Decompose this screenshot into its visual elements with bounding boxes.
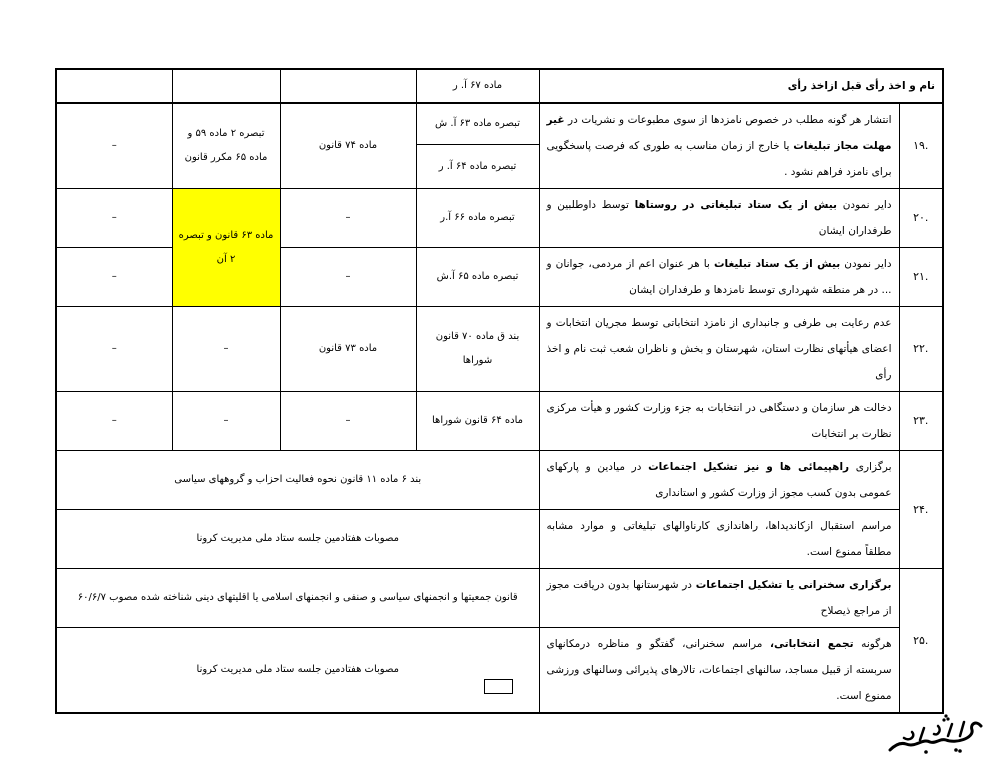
law-cell-c4: –	[56, 392, 172, 451]
desc-bold: بیش از یک ستاد تبلیغات	[713, 258, 841, 270]
desc-text: دایر نمودن	[837, 199, 892, 211]
row-description: عدم رعایت بی طرفی و جانبداری از نامزد انتخاباتی توسط مجریان انتخابات و اعضای هیأتهای نظارت استان، شهرستان و بخش و ناظران شعب ثبت نام و اخذ رأی	[539, 307, 899, 392]
row-number: .۱۹	[899, 103, 943, 189]
header-law-c3	[172, 69, 280, 103]
logo-calligraphy	[886, 714, 986, 758]
desc-text: برگزاری	[849, 461, 892, 473]
law-cell-c3: تبصره ۲ ماده ۵۹ و ماده ۶۵ مکرر قانون	[172, 103, 280, 189]
row-description	[539, 451, 899, 510]
law-cell-c2: –	[280, 392, 416, 451]
row-description	[539, 248, 899, 307]
law-cell-c4: –	[56, 103, 172, 189]
desc-text: توسط داوطلبین و طرفداران ایشان	[546, 199, 892, 237]
desc-text: انتشار هر گونه مطلب در خصوص نامزدها از سوی مطبوعات و نشریات در	[564, 114, 892, 126]
law-cell-c3: –	[172, 307, 280, 392]
row-number: .۲۰	[899, 189, 943, 248]
row-description: مراسم استقبال ازکاندیداها، راهاندازی کارناوالهای تبلیغاتی و موارد مشابه مطلقاً ممنوع است.	[539, 510, 899, 569]
row-number: .۲۲	[899, 307, 943, 392]
header-law-c4	[56, 69, 172, 103]
desc-text: با هر عنوان اعم از مردمی، جوانان و ... در هر منطقه شهرداری توسط نامزدها و طرفداران ایشان	[546, 258, 892, 296]
row-description: دخالت هر سازمان و دستگاهی در انتخابات به جزء وزارت کشور و هیأت مرکزی نظارت بر انتخابات	[539, 392, 899, 451]
law-cell-c2: –	[280, 248, 416, 307]
law-cell-c2: ماده ۷۴ قانون	[280, 103, 416, 189]
desc-bold: غیر مهلت مجاز تبلیغات	[546, 114, 892, 152]
law-cell-c4: –	[56, 248, 172, 307]
law-cell-c1: تبصره ماده ۶۶ آ.ر	[416, 189, 539, 248]
law-cell-c4: –	[56, 307, 172, 392]
desc-bold: راهپیمائی ها و نیز تشکیل اجتماعات	[648, 461, 850, 473]
governorate-calligraphy-logo-icon	[886, 714, 986, 758]
table-row-24a	[56, 451, 943, 510]
desc-text: هرگونه	[853, 638, 892, 650]
law-cell-c1: بند ق ماده ۷۰ قانون شوراها	[416, 307, 539, 392]
law-merged-cell: مصوبات هفتادمین جلسه ستاد ملی مدیریت کرونا	[56, 510, 539, 569]
law-merged-cell: بند ۶ ماده ۱۱ قانون نحوه فعالیت احزاب و گروههای سیاسی	[56, 451, 539, 510]
law-cell-c4: –	[56, 189, 172, 248]
row-description	[539, 569, 899, 628]
row-description	[539, 189, 899, 248]
table-row-25b	[56, 628, 943, 714]
header-law-c1: ماده ۶۷ آ. ر	[416, 69, 539, 103]
row-number: .۲۳	[899, 392, 943, 451]
header-desc: نام و اخذ رأی قبل ازاخذ رأی	[787, 80, 935, 92]
desc-bold: برگزاری سخنرانی یا تشکیل اجتماعات	[695, 579, 892, 591]
header-law-c2	[280, 69, 416, 103]
row-description	[539, 103, 899, 189]
desc-text: در میادین و پارکهای عمومی بدون کسب مجوز از وزارت کشور و استانداری	[546, 461, 892, 499]
table-row-24b	[56, 510, 943, 569]
law-cell-c2: –	[280, 189, 416, 248]
table-row-20	[56, 189, 943, 248]
desc-text: در شهرستانها بدون دریافت مجوز از مراجع ذیصلاح	[546, 579, 892, 617]
law-cell-c1: ماده ۶۴ قانون شوراها	[416, 392, 539, 451]
row-description	[539, 628, 899, 714]
table-row-23	[56, 392, 943, 451]
page-number-box	[484, 679, 513, 694]
table-row-22	[56, 307, 943, 392]
header-desc-cell	[539, 69, 943, 103]
row-number: .۲۵	[899, 569, 943, 714]
table-row-19	[56, 103, 943, 145]
table-row-header	[56, 69, 943, 103]
row-number: .۲۴	[899, 451, 943, 569]
desc-text: یا خارج از زمان مناسب به طوری که فرصت پاسخگویی برای نامزد فراهم نشود .	[546, 140, 892, 178]
law-cell-c3-highlight: ماده ۶۳ قانون و تبصره ۲ آن	[172, 189, 280, 307]
law-cell-c1a: تبصره ماده ۶۳ آ. ش	[416, 103, 539, 145]
law-cell-c2: ماده ۷۳ قانون	[280, 307, 416, 392]
law-merged-cell: مصوبات هفتادمین جلسه ستاد ملی مدیریت کرونا	[56, 628, 539, 714]
desc-text: مراسم سخنرانی، گفتگو و مناظره درمکانهای سربسته از قبیل مساجد، سالنهای اجتماعات، تالارهای پذیرائی وسالنهای ورزشی ممنوع است.	[546, 638, 892, 702]
law-merged-cell: قانون جمعیتها و انجمنهای سیاسی و صنفی و انجمنهای اسلامی یا اقلیتهای دینی شناخته شده مصوب ۶۰/۶/۷	[56, 569, 539, 628]
desc-text: دایر نمودن	[840, 258, 892, 270]
desc-bold: بیش از یک ستاد تبلیغاتی در روستاها	[634, 199, 837, 211]
table-row-25a	[56, 569, 943, 628]
row-number: .۲۱	[899, 248, 943, 307]
law-cell-c3: –	[172, 392, 280, 451]
regulations-table	[55, 68, 944, 714]
law-cell-c1b: تبصره ماده ۶۴ آ. ر	[416, 145, 539, 189]
desc-bold: تجمع انتخاباتی،	[770, 638, 854, 650]
law-cell-c1: تبصره ماده ۶۵ آ.ش	[416, 248, 539, 307]
